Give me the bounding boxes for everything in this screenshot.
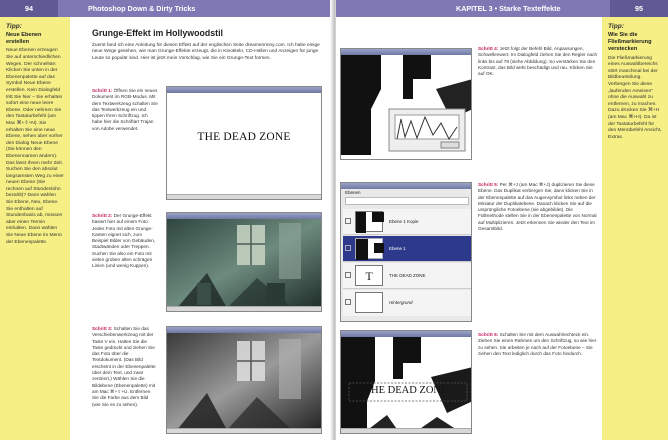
left-page-header	[0, 0, 332, 17]
step-2-text: Der Grunge-Effekt basiert hier auf einem Foto. Jedes Foto mit alten Grunge-Kanten eignet sich, zum Beispiel Bilder von Gebäuden, Stadtwänden oder Treppen. Suchen Sie also ein Foto mit vielen groben alten schrägen Linien (und wenig Kuppen).	[92, 213, 156, 269]
step-1-label: Schritt 1:	[92, 88, 113, 93]
section-heading: Grunge-Effekt im Hollywoodstil	[92, 28, 223, 38]
step-6-text: Schalten Sie mit dem Auswahlrechteck ein. Ziehen Sie einen Rahmen um den Schriftzug, so wie hier zu sehen. Sie arbeiten je nach auf der Fotoebene – Sie ziehen den Text lediglich durch das Foto hindurch.	[478, 332, 597, 356]
screenshot-step-1	[166, 86, 322, 200]
step-3	[92, 326, 158, 408]
screenshot-step-5	[340, 182, 472, 322]
window-statusbar	[167, 306, 321, 311]
grayscale-room-photo	[167, 327, 322, 434]
step-5-label: Schritt 5:	[478, 182, 499, 187]
blend-mode-select[interactable]	[345, 197, 469, 205]
step-6-label: Schritt 6:	[478, 332, 499, 337]
right-tip-body: Die Fließmarkierung eines Auswahlbereichs stört manchmal bei der Bildbeurteilung. Verbergen Sie diese „laufenden Ameisen“ ohne die Auswahl zu entfernen, zu machen. Dazu drücken Sie ⌘+H (am Mac ⌘+H). Da ist der Tastaturbefehl für den Menübefehl Ansicht, Extras.	[608, 55, 662, 140]
eye-icon[interactable]	[345, 272, 351, 278]
right-tip-title: Wie Sie die Fließmarkierung verstecken	[608, 32, 652, 53]
dead-zone-text-plain: THE DEAD ZONE	[197, 131, 291, 143]
step-4	[478, 46, 598, 77]
threshold-preview	[341, 49, 472, 160]
step-1-text: Öffnen Sie ein neues Dokument im RGB-Modus. Mit dem Textwerkzeug schalten Sie das Textwerkzeug ein und tippen Ihren Schriftzug. Ich habe hier die Schriftart Trajan von Adobe verwendet.	[92, 88, 158, 131]
layer-row-2-selected[interactable]	[343, 236, 471, 262]
window-statusbar	[167, 194, 321, 199]
window-titlebar	[167, 87, 321, 93]
section-intro: Zuerst fand ich eine Anleitung für diesen Effekt auf der englischen Seite dreamenrinny.com. Ich habe einige neue Wege gesehen, wie man Grunge-Effekte erzeugt, die in Kinotiteln, CD-Hüllen und Anzeigen für junge Leute so populär sind. Hier ist jetzt mein Vorschlag, wie Sie ein Grunge-Text formen.	[92, 43, 320, 61]
screenshot-step-6	[340, 330, 472, 434]
layer-name: Ebene 1	[389, 246, 406, 251]
layers-panel-title: Ebenen	[345, 190, 361, 195]
window-statusbar	[167, 428, 321, 433]
step-6	[478, 332, 598, 357]
right-header-title: KAPITEL 3 • Starke Texteffekte	[456, 4, 561, 13]
step-2	[92, 213, 158, 270]
right-page	[336, 0, 668, 440]
step-4-label: Schritt 4:	[478, 46, 499, 51]
left-tip-title: Neue Ebenen erstellen	[6, 32, 42, 46]
layer-row-1[interactable]	[343, 209, 471, 235]
window-statusbar	[341, 428, 471, 433]
left-page	[0, 0, 332, 440]
layer-row-4[interactable]	[343, 290, 471, 316]
left-page-number: 94	[0, 0, 58, 17]
right-tip-column	[602, 17, 668, 440]
layer-name: Ebene 1 Kopie	[389, 219, 419, 224]
grunge-room-photo	[167, 213, 322, 312]
eye-icon[interactable]	[345, 218, 351, 224]
layer-thumbnail	[355, 211, 383, 232]
left-tip-column	[0, 17, 70, 440]
text-layer-t-icon: T	[355, 265, 383, 286]
layer-thumbnail	[355, 238, 383, 259]
layers-panel-titlebar	[341, 183, 471, 189]
left-header-title: Photoshop Down & Dirty Tricks	[88, 4, 196, 13]
layer-name: Hintergrund	[389, 300, 413, 305]
screenshot-step-3	[166, 326, 322, 434]
step-2-label: Schritt 2:	[92, 213, 113, 218]
layer-name: THE DEAD ZONE	[389, 273, 426, 278]
step-3-label: Schritt 3:	[92, 326, 113, 331]
step-1	[92, 88, 158, 132]
step-5	[478, 182, 598, 232]
layer-row-3[interactable]	[343, 263, 471, 289]
left-tip-body: Neue Ebenen erzeugen Sie auf unterschiedlichen Wegen. Der schnellste: Klicken Sie unten in der Ebenenpalette auf das Symbol Neue Ebene erstellen. Kein Dialogfeld tritt Sie hier – Sie erhalten sofort eine neue leere Ebene. Oder nehmen Sie den Tastaturbefehl (am Mac ⌘+⇧+N). Sie erhalten Sie eine neue Ebene, sehen aber vorher den Dialog Neue Ebene (Sie können den Ebenennamen ändern). Das lässt Ihnen mehr Zeit. Suchen Sie den absolut langsamsten Weg zu einer neuen Ebene (Sie rechnen auf Stundenlohn bezahlt)? Dann wählen Sie Ebene, Neu, Ebene. Sie enthalten auf Stundenbasis ab, müssen aber einen Termin einhalten. Dann wählen Sie Neue Ebene im Menü der Ebenenpalette.	[6, 48, 64, 245]
dead-zone-text-grunge: THE DEAD ZONE	[364, 385, 448, 396]
screenshot-step-2	[166, 212, 322, 312]
left-tip-label: Tipp:	[6, 23, 22, 30]
right-tip-label: Tipp:	[608, 23, 624, 30]
grunge-threshold-photo	[341, 331, 472, 434]
step-4-text: Jetzt folgt der Befehl Bild, Anpassungen, Schwellenwert. Im Dialogfeld ziehen Sie den Regler nach links bis auf 78 (siehe Abbildung). So verstärken Sie den Kontrast, das Bild wirkt beschädigt und rau. Klicken Sie auf OK.	[478, 46, 598, 77]
screenshot-step-4	[340, 48, 472, 160]
layer-thumbnail	[355, 292, 383, 313]
eye-icon[interactable]	[345, 299, 351, 305]
step-5-text: Per ⌘+J (am Mac ⌘+J) duplizieren Sie diese Ebene. Das Duplikat verbergen Sie, dann klicken Sie in der Ebenenpalette auf das Augensymbol links neben der Miniatur der Duplikatebene. Danach klicken Sie auf die ursprüngliche Fotoebene (sie abgebildet). Die Füllmethode stellen Sie in der Ebenenpalette von Normal auf Multiplizieren. Jetzt erkennen Sie wieder den Text im Gesamtbild.	[478, 182, 597, 232]
right-page-number: 95	[610, 0, 668, 17]
step-3-text: Schalten Sie das Verschiebenwerkzeug mit der Taste V ein. Halten Sie die Taste gedrückt und ziehen Sie das Foto über die Textdokument. (Das Bild erscheint in der Ebenenpalette über dem Text, und zwar zentriert.) Wählen Sie die Bildebene (Ebenenpalette) mit am Mac ⌘+⇧+U. Entfernen Sie die Farbe aus dem Bild (wie Sie es zu sehen).	[92, 326, 156, 407]
eye-icon[interactable]	[345, 245, 351, 251]
right-page-header	[336, 0, 668, 17]
